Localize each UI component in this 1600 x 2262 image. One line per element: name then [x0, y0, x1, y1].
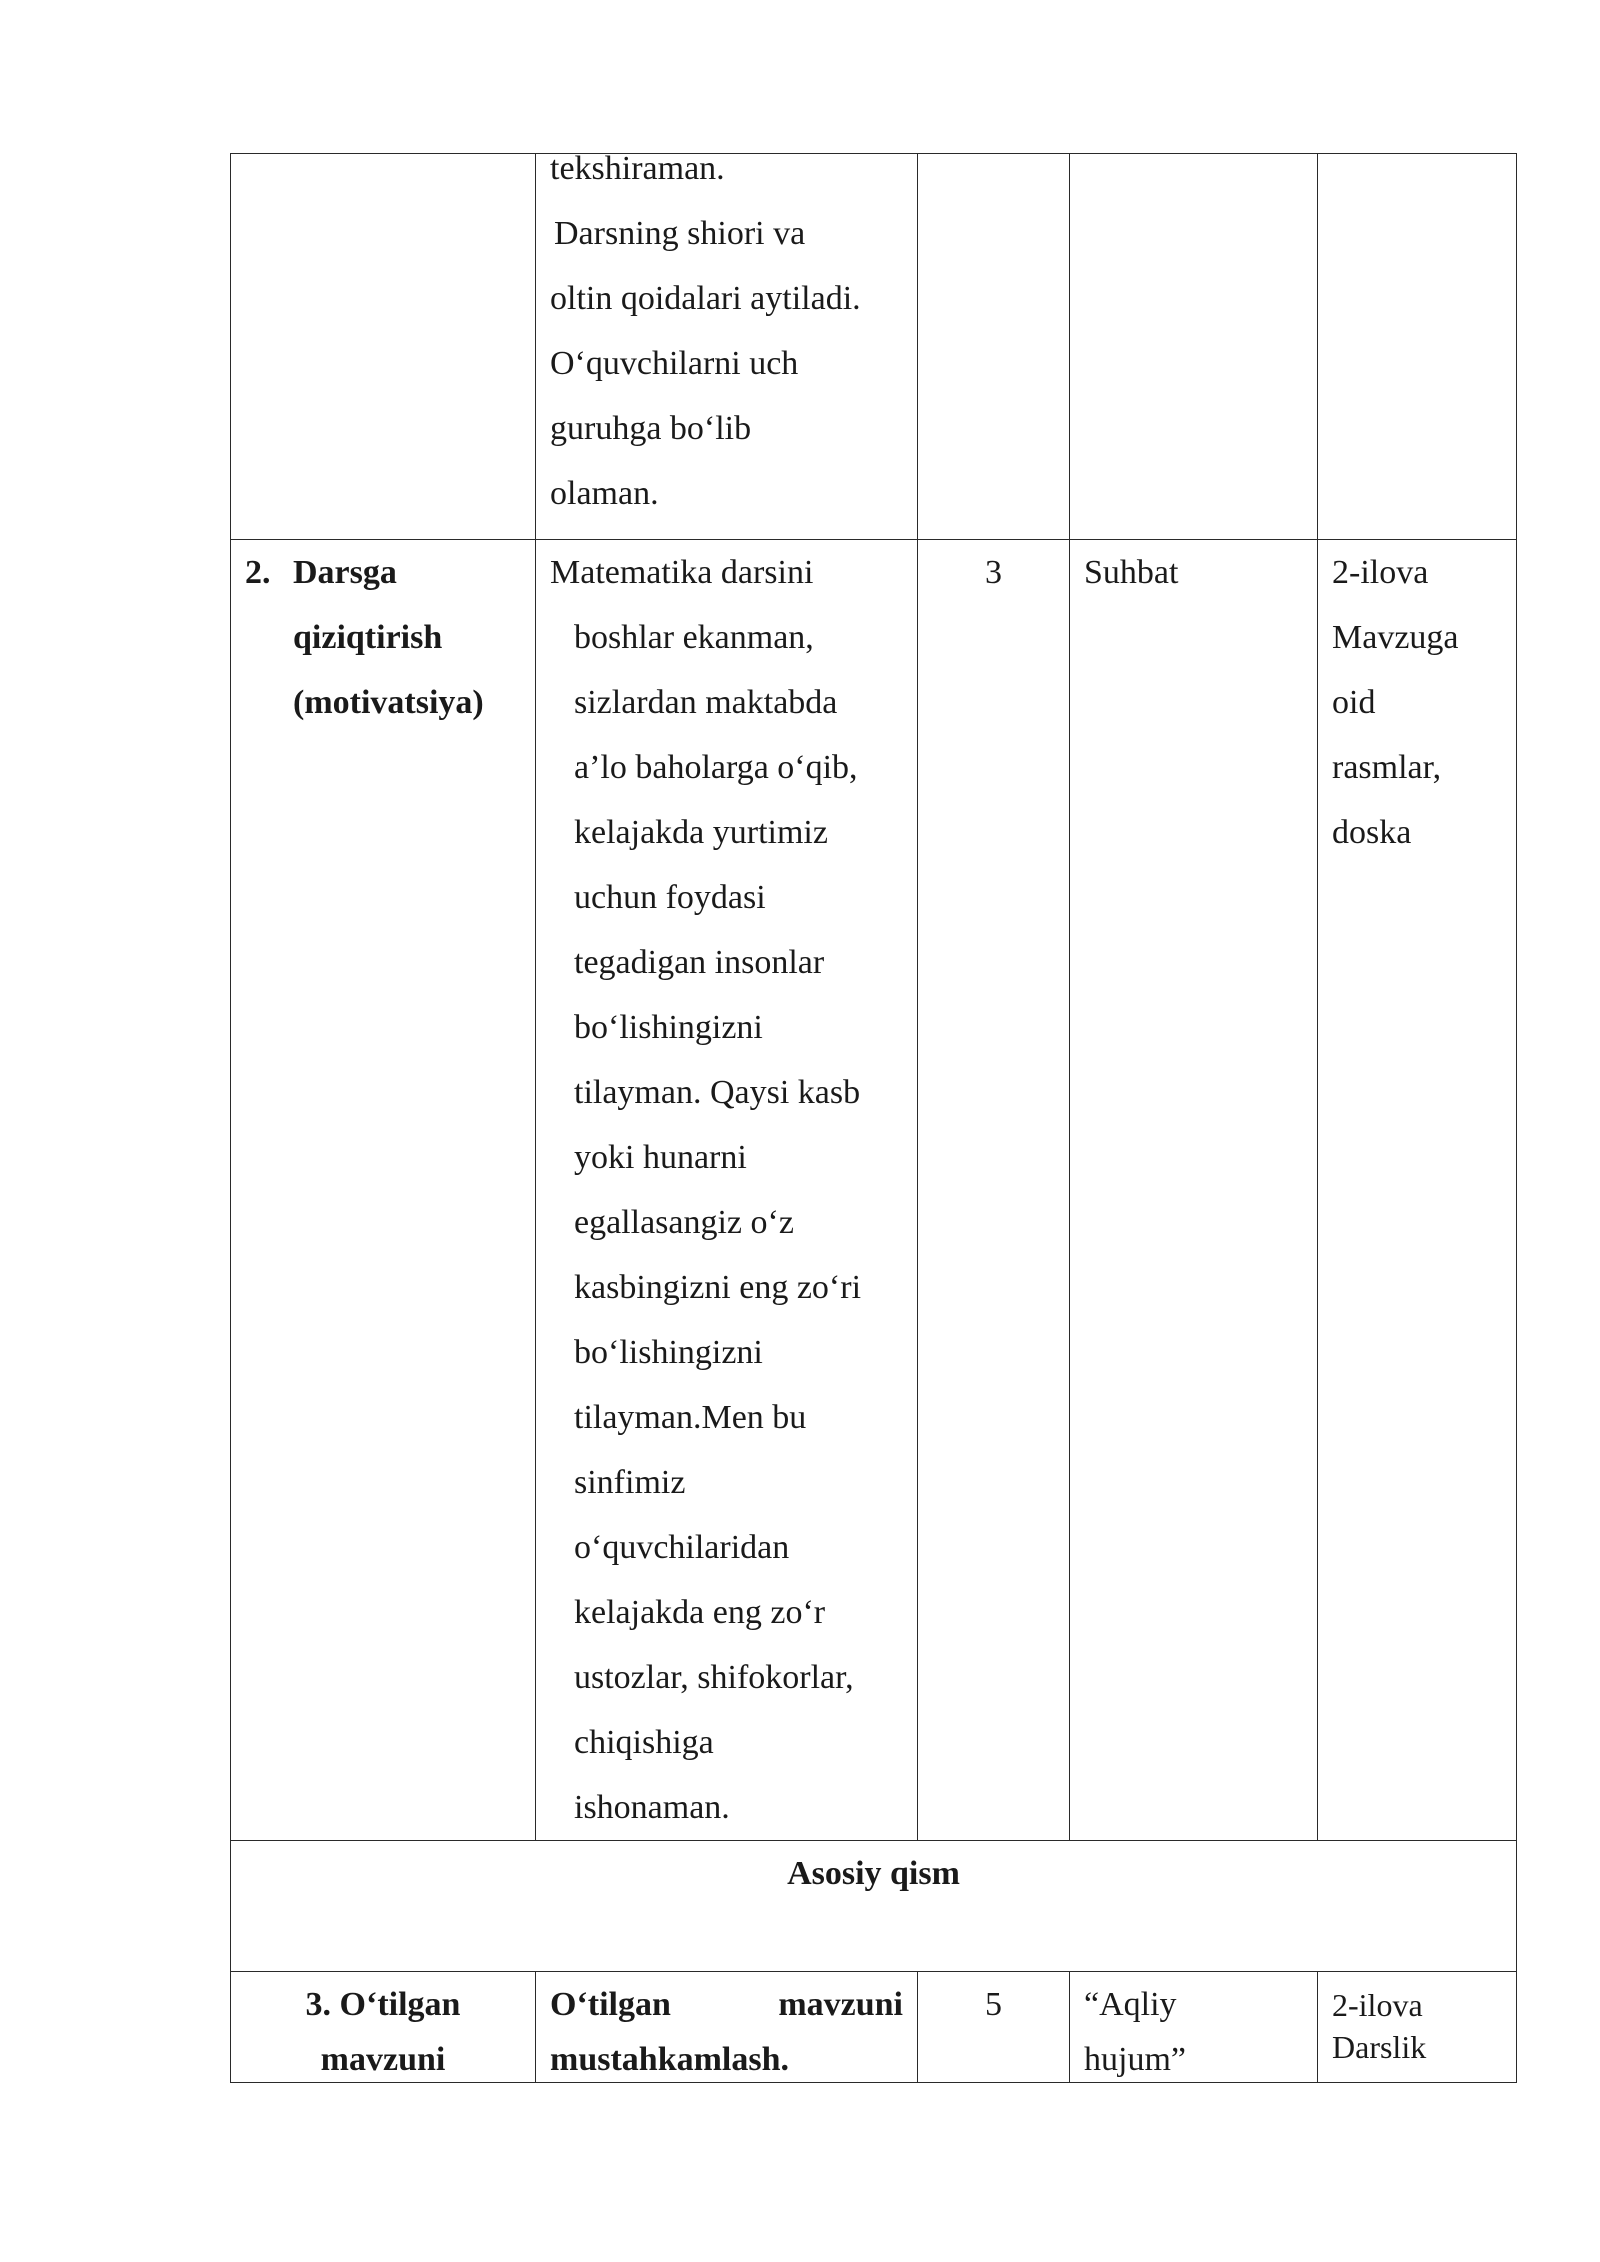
- time-value: 3: [985, 554, 1002, 591]
- activity-cell: [536, 540, 918, 1841]
- activity-line: oltin qoidalari aytiladi.: [550, 280, 861, 317]
- time-value: 5: [985, 1986, 1002, 2023]
- activity-cell: [536, 150, 918, 540]
- activity-line: tegadigan insonlar: [574, 944, 825, 981]
- time-cell: [918, 154, 1070, 540]
- activity-line: O‘quvchilarni uch: [550, 345, 799, 382]
- activity-word: mavzuni: [778, 1986, 903, 2023]
- stage-title-line: qiziqtirish: [293, 619, 443, 656]
- section-header-row: [231, 1841, 1517, 1972]
- method-value: Suhbat: [1084, 554, 1179, 591]
- activity-line: boshlar ekanman,: [574, 619, 814, 656]
- stage-cell: [231, 154, 536, 540]
- method-cell: [1070, 1972, 1318, 2083]
- resource-line: Mavzuga: [1332, 619, 1459, 656]
- activity-line: ishonaman.: [574, 1789, 730, 1826]
- time-cell: [918, 1972, 1070, 2083]
- stage-cell: [231, 540, 536, 1841]
- resources-cell: [1318, 154, 1517, 540]
- activity-line: tekshiraman.: [550, 150, 725, 187]
- method-cell: [1070, 154, 1318, 540]
- resource-line: 2-ilova: [1332, 1987, 1423, 2023]
- activity-line: chiqishiga: [574, 1724, 714, 1761]
- activity-line: o‘quvchilaridan: [574, 1529, 790, 1566]
- stage-title-line: mavzuni: [320, 2041, 446, 2078]
- stage-title-line: Darsga: [293, 554, 397, 591]
- resources-cell: [1318, 540, 1517, 1841]
- section-header-cell: [231, 1841, 1517, 1972]
- activity-line: bo‘lishingizni: [574, 1009, 763, 1046]
- activity-line: Matematika darsini: [550, 554, 814, 591]
- table-row-review: [231, 1972, 1517, 2083]
- resource-line: oid: [1332, 684, 1376, 721]
- activity-line: kelajakda eng zo‘r: [574, 1594, 826, 1631]
- activity-line: kelajakda yurtimiz: [574, 814, 828, 851]
- activity-line: Darsning shiori va: [554, 215, 806, 252]
- stage-title-line: (motivatsiya): [293, 684, 484, 721]
- activity-line: a’lo baholarga o‘qib,: [574, 749, 858, 786]
- activity-line: yoki hunarni: [574, 1139, 747, 1176]
- activity-line: tilayman.Men bu: [574, 1399, 807, 1436]
- activity-line: guruhga bo‘lib: [550, 410, 752, 447]
- activity-line: tilayman. Qaysi kasb: [574, 1074, 861, 1111]
- stage-cell: [231, 1972, 536, 2083]
- activity-line: olaman.: [550, 475, 659, 512]
- time-cell: [918, 540, 1070, 1841]
- activity-line: bo‘lishingizni: [574, 1334, 763, 1371]
- activity-line: sizlardan maktabda: [574, 684, 838, 721]
- stage-title-line: 3. O‘tilgan: [305, 1986, 461, 2023]
- method-line: hujum”: [1084, 2041, 1186, 2078]
- resource-line: doska: [1332, 814, 1412, 851]
- section-header: Asosiy qism: [787, 1855, 960, 1892]
- resource-line: Darslik: [1332, 2029, 1427, 2065]
- resource-line: rasmlar,: [1332, 749, 1442, 786]
- resources-cell: [1318, 1972, 1517, 2083]
- activity-line: ustozlar, shifokorlar,: [574, 1659, 854, 1696]
- table-row-continued: [231, 154, 1517, 540]
- activity-line: mustahkamlash.: [550, 2041, 790, 2078]
- table-row-motivation: [231, 540, 1517, 1841]
- lesson-plan-table: [230, 150, 1517, 2083]
- activity-line: kasbingizni eng zo‘ri: [574, 1269, 862, 1306]
- resource-line: 2-ilova: [1332, 554, 1429, 591]
- activity-line: egallasangiz o‘z: [574, 1204, 794, 1241]
- activity-line: sinfimiz: [574, 1464, 686, 1501]
- method-cell: [1070, 540, 1318, 1841]
- activity-word: O‘tilgan: [550, 1986, 671, 2023]
- activity-line: uchun foydasi: [574, 879, 766, 916]
- activity-cell: [536, 1972, 918, 2083]
- method-line: “Aqliy: [1084, 1986, 1177, 2023]
- stage-number: 2.: [245, 554, 271, 591]
- activity-line: [536, 1972, 917, 2037]
